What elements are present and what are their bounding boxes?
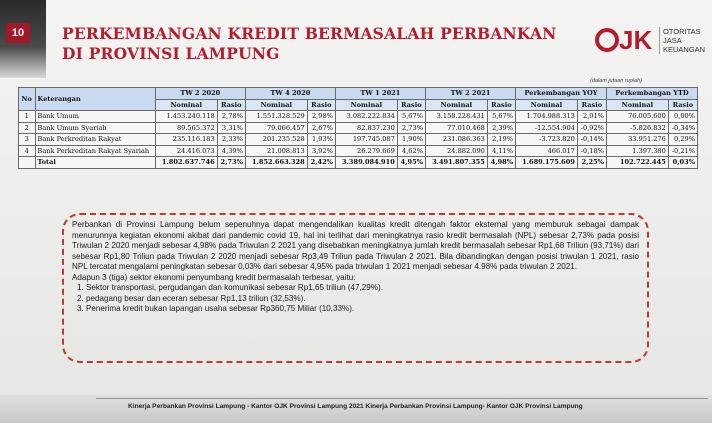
table-cell: 3.491.807.355 <box>425 157 487 169</box>
table-row <box>19 122 698 134</box>
table-cell: 4,39% <box>217 145 245 157</box>
table-cell: 2,42% <box>307 157 335 169</box>
table-row <box>19 145 698 157</box>
subhead-cell: Nominal <box>606 99 668 111</box>
subhead-cell: Nominal <box>245 99 307 111</box>
table-cell: 2,67% <box>307 122 335 134</box>
subhead-cell: Rasio <box>217 99 245 111</box>
col-tw2-2021: TW 2 2021 <box>425 88 515 100</box>
table-cell: 77.010.468 <box>425 122 487 134</box>
table-cell: 0,29% <box>668 134 697 146</box>
table-cell: 4,95% <box>397 157 425 169</box>
row-label: Bank Perkreditan Rakyat Syariah <box>35 145 155 157</box>
col-yoy: Perkembangan YOY <box>516 88 607 100</box>
col-tw1-2021: TW 1 2021 <box>335 88 425 100</box>
table-cell: 2,91% <box>577 111 606 123</box>
row-number: 2 <box>19 122 36 134</box>
table-cell: -0,21% <box>668 145 697 157</box>
subhead-cell: Rasio <box>397 99 425 111</box>
table-cell: 1,90% <box>397 134 425 146</box>
subhead-cell: Rasio <box>487 99 515 111</box>
sector-list <box>72 283 639 315</box>
table-cell: 2,19% <box>487 134 515 146</box>
npl-table <box>18 87 698 169</box>
table-cell: -3.723.820 <box>516 134 578 146</box>
table-cell: 82.837.230 <box>335 122 397 134</box>
table-cell: 3,31% <box>217 122 245 134</box>
table-cell: 1,93% <box>307 134 335 146</box>
slide-title: PERKEMBANGAN KREDIT BERMASALAH PERBANKAN DI PROVINSI LAMPUNG <box>62 24 557 63</box>
row-label: Bank Umum <box>35 111 155 123</box>
table-cell: -0,92% <box>577 122 606 134</box>
table-cell: 1.802.637.746 <box>155 157 217 169</box>
subhead-cell: Nominal <box>516 99 578 111</box>
table-cell: 33.951.276 <box>606 134 668 146</box>
table-cell: 4,11% <box>487 145 515 157</box>
summary-box <box>62 213 649 363</box>
table-cell: 231.086.363 <box>425 134 487 146</box>
table-cell: 2,25% <box>577 157 606 169</box>
footer-divider <box>96 398 708 399</box>
list-item: 3. Penerima kredit bukan lapangan usaha sebesar Rp360,75 Miliar (10,33%). <box>86 304 639 315</box>
subhead-cell: Rasio <box>577 99 606 111</box>
row-number: 3 <box>19 134 36 146</box>
col-tw2-2020: TW 2 2020 <box>155 88 245 100</box>
table-cell: 76.005.600 <box>606 111 668 123</box>
table-cell: 1.689.175.609 <box>516 157 578 169</box>
table-cell: 2,33% <box>217 134 245 146</box>
table-cell: -5.826.832 <box>606 122 668 134</box>
table-cell: 24.882.090 <box>425 145 487 157</box>
table-cell: 3.158.228.431 <box>425 111 487 123</box>
table-cell: 89.565.372 <box>155 122 217 134</box>
table-cell: 26.279.669 <box>335 145 397 157</box>
table-cell: 0,03% <box>668 157 697 169</box>
list-item: 1. Sektor transportasi, pergudangan dan komunikasi sebesar Rp1,65 triliun (47,29%). <box>86 283 639 294</box>
table-cell: 4,98% <box>487 157 515 169</box>
table-cell: -12.554.904 <box>516 122 578 134</box>
subhead-cell: Nominal <box>425 99 487 111</box>
table-cell: 3,92% <box>307 145 335 157</box>
row-label: Total <box>35 157 155 169</box>
subhead-cell: Nominal <box>335 99 397 111</box>
table-cell: 1.453.240.118 <box>155 111 217 123</box>
table-cell: 201.235.528 <box>245 134 307 146</box>
table-cell: 1.551.328.529 <box>245 111 307 123</box>
col-no: No <box>19 88 36 111</box>
list-item: 2. pedagang besar dan eceran sebesar Rp1,13 triliun (32,53%). <box>86 294 639 305</box>
col-tw4-2020: TW 4 2020 <box>245 88 335 100</box>
ojk-logo <box>595 22 707 62</box>
page-number-badge: 10 <box>6 23 30 43</box>
table-cell: 5,67% <box>397 111 425 123</box>
table-cell: -0,18% <box>577 145 606 157</box>
row-number: 1 <box>19 111 36 123</box>
table-cell: 2,73% <box>217 157 245 169</box>
table-cell: 3.389.084.910 <box>335 157 397 169</box>
table-row <box>19 111 698 123</box>
logo-subtitle: OTORITAS JASA KEUANGAN <box>659 27 705 54</box>
table-cell: 21.008.813 <box>245 145 307 157</box>
table-cell: 5,67% <box>487 111 515 123</box>
table-cell: 0,00% <box>668 111 697 123</box>
table-cell: 102.722.445 <box>606 157 668 169</box>
logo-ring-icon <box>595 28 619 52</box>
table-cell: -0,34% <box>668 122 697 134</box>
summary-intro: Adapun 3 (tiga) sektor ekonomi penyumbang kredit bermasalah terbesar, yaitu: <box>72 272 356 282</box>
subhead-cell: Nominal <box>155 99 217 111</box>
subhead-cell: Rasio <box>307 99 335 111</box>
table-row <box>19 157 698 169</box>
col-ytd: Perkembangan YTD <box>606 88 697 100</box>
summary-paragraph: Perbankan di Provinsi Lampung belum sepenuhnya dapat mengendalikan kualitas kredit ditengah faktor eksternal yang memburuk sebagai dampak menurunnya kegiatan ekonomi akibat dari pandemic covid 19, hal ini terlihat dari meningkatnya rasio kredit bermasalah (NPL) sebesar 2,73% pada posisi Triwulan 2 2020 menjadi sebesar 4,98% pada Triwulan 2 2021 yang disebabkan meningkatnya jumlah kredit bermasalah sebesar Rp1,68 Triliun (93,71%) dari sebesar Rp1,80 Triliun pada Triwulan 2 2020 menjadi sebesar Rp3,49 Triliun pada Triwulan 2 2021. Bila dibandingkan dengan posisi triwulan 1 2021, rasio NPL tercatat mengalami peningkatan sebesar 0,03% dari sebesar 4,95% pada triwulan 1 2021 menjadi sebesar 4.98% pada triwulan 2 2021. <box>72 220 639 271</box>
table-head-row <box>19 88 698 100</box>
row-number: 4 <box>19 145 36 157</box>
table-cell: 79.066.457 <box>245 122 307 134</box>
table-cell: 2,39% <box>487 122 515 134</box>
table-cell: -0,14% <box>577 134 606 146</box>
table-cell: 2,98% <box>307 111 335 123</box>
logo-mark: JK <box>619 25 653 55</box>
table-cell: 2,73% <box>397 122 425 134</box>
table-cell: 4,62% <box>397 145 425 157</box>
table-cell: 1.852.663.328 <box>245 157 307 169</box>
table-cell: 1.397.380 <box>606 145 668 157</box>
table-cell: 1.704.988.313 <box>516 111 578 123</box>
unit-note: (dalam jutaan rupiah) <box>590 78 642 84</box>
table-cell: 3.082.222.834 <box>335 111 397 123</box>
subhead-cell: Rasio <box>668 99 697 111</box>
table-row <box>19 134 698 146</box>
table-cell: 2,78% <box>217 111 245 123</box>
footer-text: Kinerja Perbankan Provinsi Lampung - Kantor OJK Provinsi Lampung 2021 Kinerja Perbankan Provinsi Lampung- Kantor OJK Provinsi Lampung <box>128 403 583 410</box>
row-label: Bank Umum Syariah <box>35 122 155 134</box>
table-cell: 466.017 <box>516 145 578 157</box>
col-keterangan: Keterangan <box>35 88 155 111</box>
table-cell: 197.745.087 <box>335 134 397 146</box>
table-cell: 24.416.073 <box>155 145 217 157</box>
row-number <box>19 157 36 169</box>
table-cell: 235.116.183 <box>155 134 217 146</box>
row-label: Bank Perkreditan Rakyat <box>35 134 155 146</box>
